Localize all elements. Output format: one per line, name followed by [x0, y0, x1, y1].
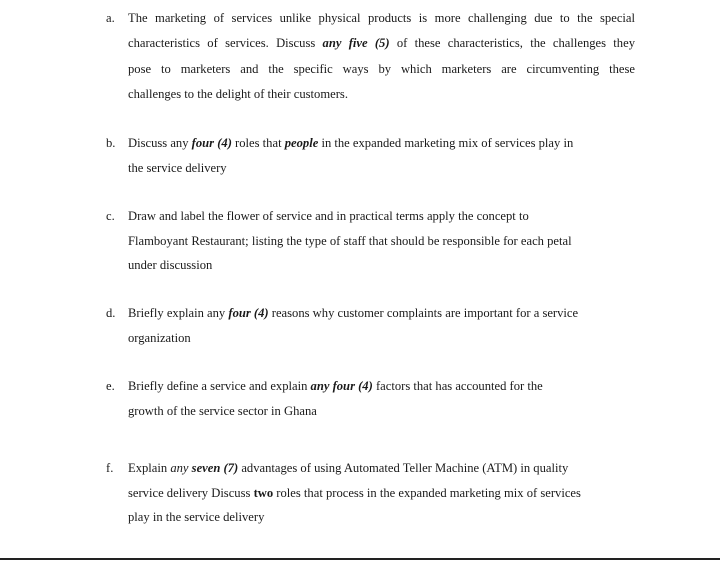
question-letter: b.	[106, 136, 116, 150]
question-line: challenges to the delight of their customers.	[128, 87, 348, 101]
question-line: The marketing of services unlike physical products is more challenging due to the special	[128, 11, 635, 25]
question-letter: a.	[106, 11, 115, 25]
emphasis-text: any four (4)	[310, 379, 373, 393]
question-letter: e.	[106, 379, 115, 393]
question-line: characteristics of services. Discuss any five (5) of these characteristics, the challenges they	[128, 36, 635, 50]
emphasis-text: four (4)	[191, 136, 232, 150]
question-line: Briefly define a service and explain any four (4) factors that has accounted for the	[128, 379, 543, 393]
italic-text: any	[170, 461, 189, 475]
emphasis-text: four (4)	[228, 306, 269, 320]
question-line: organization	[128, 331, 191, 345]
bold-text: two	[253, 486, 274, 500]
question-letter: f.	[106, 461, 114, 475]
question-letter: c.	[106, 209, 115, 223]
question-line: service delivery Discuss two roles that process in the expanded marketing mix of services	[128, 486, 581, 500]
question-line: under discussion	[128, 258, 213, 272]
question-line: growth of the service sector in Ghana	[128, 404, 317, 418]
question-line: Explain any seven (7) advantages of using Automated Teller Machine (ATM) in quality	[128, 461, 569, 475]
question-line: Flamboyant Restaurant; listing the type of staff that should be responsible for each petal	[128, 234, 572, 248]
question-line: play in the service delivery	[128, 510, 265, 524]
question-line: pose to marketers and the specific ways by which marketers are circumventing these	[128, 62, 635, 76]
question-line: Discuss any four (4) roles that people in the expanded marketing mix of services play in	[128, 136, 574, 150]
bottom-rule	[0, 558, 720, 560]
question-line: Draw and label the flower of service and in practical terms apply the concept to	[128, 209, 529, 223]
question-letter: d.	[106, 306, 116, 320]
emphasis-text: seven (7)	[191, 461, 239, 475]
emphasis-text: any five (5)	[322, 36, 390, 50]
question-line: the service delivery	[128, 161, 227, 175]
question-line: Briefly explain any four (4) reasons why customer complaints are important for a service	[128, 306, 579, 320]
emphasis-text: people	[284, 136, 319, 150]
